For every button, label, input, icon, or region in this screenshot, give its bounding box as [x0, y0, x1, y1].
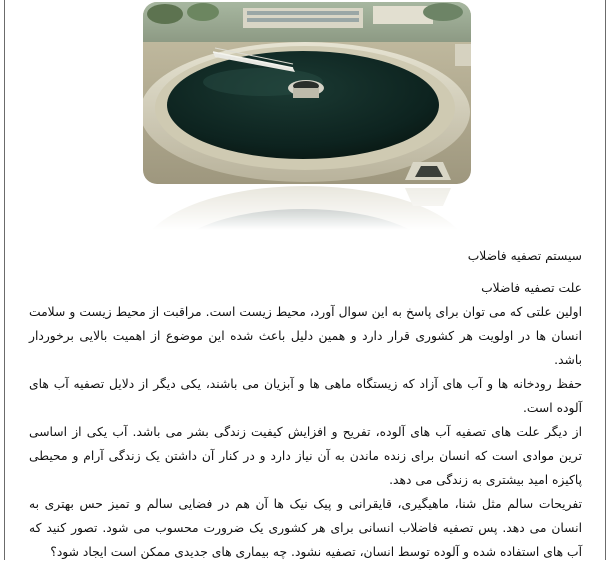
- article-body: [29, 244, 582, 560]
- article-title: سیستم تصفیه فاضلاب: [467, 249, 582, 263]
- image-reflection: [143, 184, 471, 230]
- document-page: [4, 0, 606, 560]
- header-image: [143, 2, 471, 230]
- paragraph: از دیگر علت های تصفیه آب های آلوده، تفریح و افزایش کیفیت زندگی بشر می باشد. آب یکی از اساسی ترین موادی است که انسان برای زنده ماندن به آن نیاز دارد و در کنار آن داشتن یک زندگی آرام و محیطی پاکیزه امید بیشتری به زندگی می دهد.: [29, 425, 582, 487]
- section-title: علت تصفیه فاضلاب: [481, 281, 582, 295]
- paragraph: حفظ رودخانه ها و آب های آزاد که زیستگاه ماهی ها و آبزیان می باشند، یکی دیگر از دلایل تصفیه آب های آلوده است.: [29, 377, 582, 415]
- paragraph: تفریحات سالم مثل شنا، ماهیگیری، قایقرانی و پیک نیک ها آن هم در فضایی سالم و تمیز حس بهتری به انسان می دهد. پس تصفیه فاضلاب انسانی برای هر کشوری یک ضرورت محسوب می شود. تصور کنید که آب های استفاده شده و آلوده توسط انسان، تصفیه نشود. چه بیماری های جدیدی ممکن است ایجاد شود؟: [29, 497, 582, 559]
- clarifier-tank-photo: [143, 2, 471, 184]
- paragraph: اولین علتی که می توان برای پاسخ به این سوال آورد، محیط زیست است. مراقبت از محیط زیست و سلامت انسان ها در اولویت هر کشوری قرار دارد و همین دلیل باعث شده این موضوع از اهمیت بالایی برخوردار باشد.: [29, 305, 582, 367]
